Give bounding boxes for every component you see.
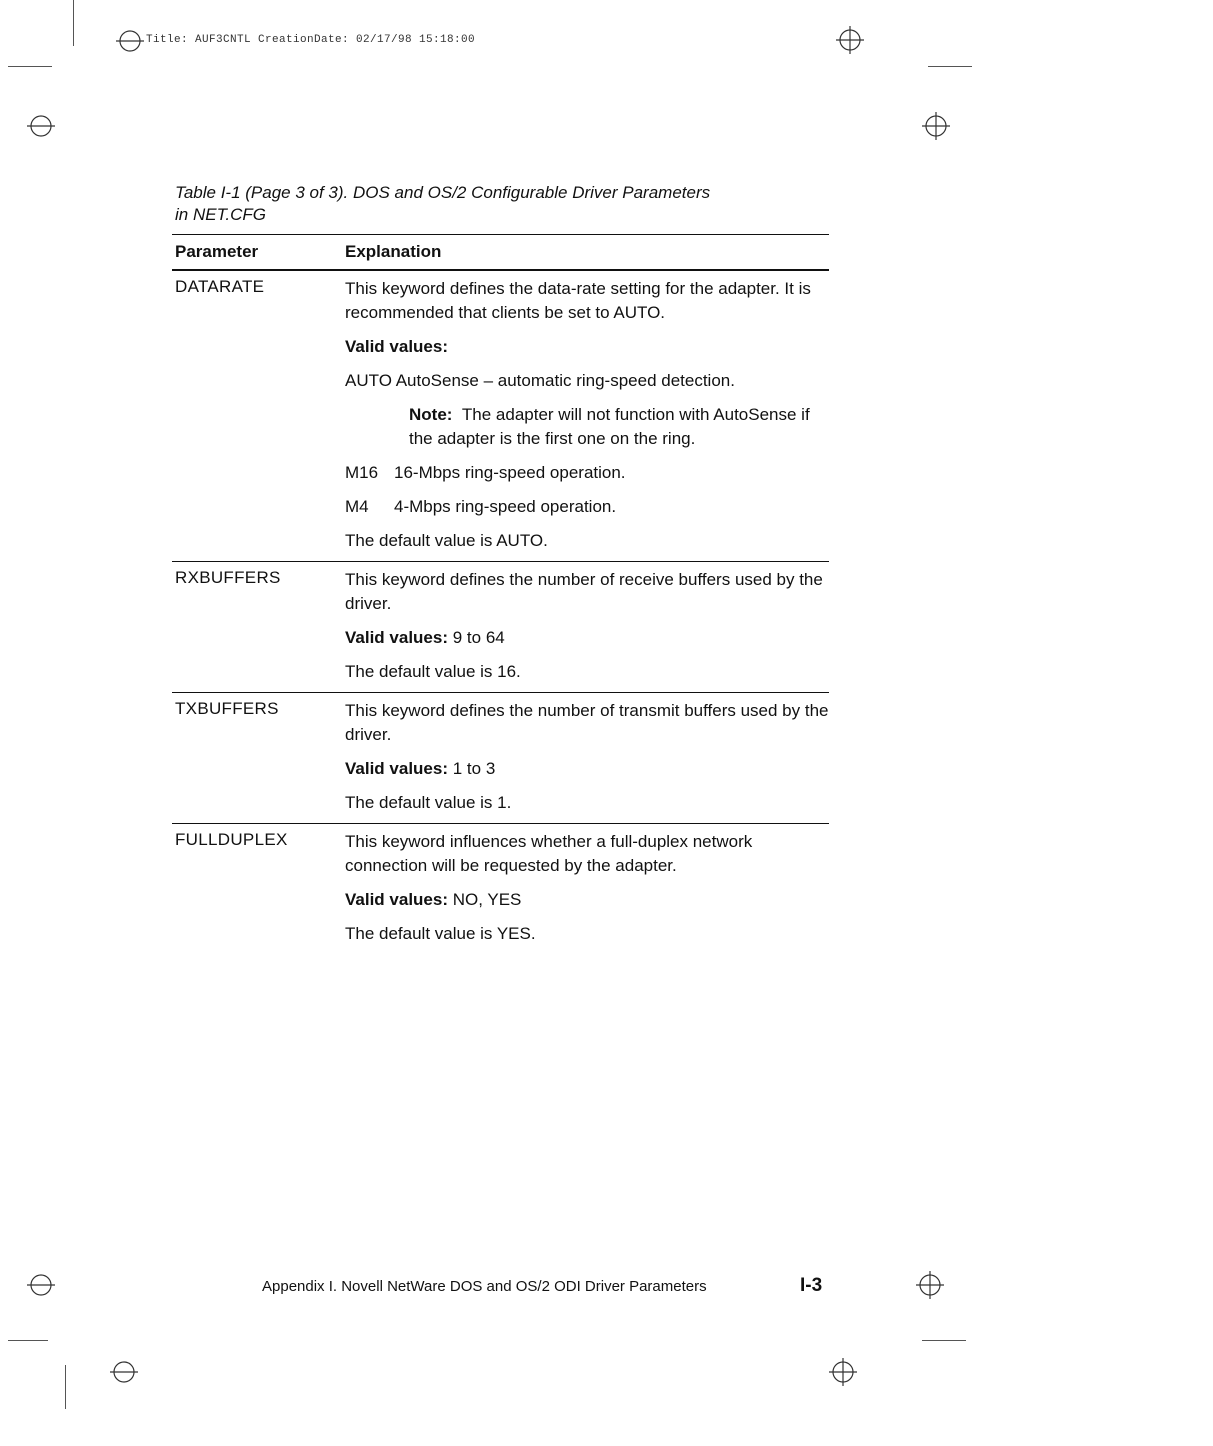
valid-values-line — [345, 757, 829, 781]
valid-values: NO, YES — [452, 890, 522, 909]
value-text: 16-Mbps ring-speed operation. — [394, 463, 626, 482]
value-code: M16 — [345, 463, 379, 482]
parameters-table — [172, 234, 829, 954]
param-description: This keyword influences whether a full-duplex network connection will be requested by the adapter. — [345, 832, 753, 875]
table-header-row — [172, 235, 829, 269]
default-value: The default value is 1. — [345, 793, 512, 812]
registration-mark-icon — [922, 112, 950, 140]
table-caption — [175, 182, 835, 226]
caption-line-2: in NET.CFG — [175, 205, 267, 224]
registration-mark-icon — [836, 26, 864, 54]
param-description: This keyword defines the number of receive buffers used by the driver. — [345, 570, 823, 613]
registration-mark-icon — [27, 1271, 55, 1299]
table-row-fullduplex — [172, 824, 829, 954]
value-code: M4 — [345, 497, 369, 516]
header-explanation: Explanation — [345, 242, 442, 261]
param-name: TXBUFFERS — [175, 699, 279, 718]
document-title-line: Title: AUF3CNTL CreationDate: 02/17/98 15:18:00 — [146, 34, 476, 46]
trim-line — [8, 1340, 48, 1341]
note-text: The adapter will not function with AutoSense if the adapter is the first one on the ring. — [409, 405, 810, 448]
table-row-datarate — [172, 271, 829, 561]
param-name: FULLDUPLEX — [175, 830, 288, 849]
trim-line — [928, 66, 972, 67]
param-name: DATARATE — [175, 277, 265, 296]
caption-line-1: Table I-1 (Page 3 of 3). DOS and OS/2 Configurable Driver Parameters — [175, 183, 711, 202]
valid-values-label: Valid values: — [345, 628, 448, 647]
table-row-rxbuffers — [172, 562, 829, 692]
valid-values-line — [345, 626, 829, 650]
param-explanation — [345, 699, 829, 823]
param-description: This keyword defines the data-rate setting for the adapter. It is recommended that clients be set to AUTO. — [345, 279, 811, 322]
trim-line — [65, 1365, 66, 1409]
registration-mark-icon — [829, 1358, 857, 1386]
valid-values-line — [345, 888, 829, 912]
registration-mark-icon — [916, 1271, 944, 1299]
valid-values: 9 to 64 — [452, 628, 505, 647]
registration-mark-icon — [110, 1358, 138, 1386]
note-label: Note: — [409, 405, 453, 424]
registration-mark-icon — [116, 27, 144, 55]
value-text: 4-Mbps ring-speed operation. — [394, 497, 617, 516]
note-block — [345, 403, 829, 451]
default-value: The default value is AUTO. — [345, 531, 548, 550]
param-name: RXBUFFERS — [175, 568, 281, 587]
trim-line — [922, 1340, 966, 1341]
header-parameter: Parameter — [175, 242, 259, 261]
valid-value-auto: AUTO AutoSense – automatic ring-speed detection. — [345, 371, 735, 390]
param-explanation — [345, 277, 829, 561]
page-footer: Appendix I. Novell NetWare DOS and OS/2 ODI Driver Parameters — [262, 1278, 707, 1295]
param-explanation — [345, 568, 829, 692]
trim-line — [73, 0, 74, 46]
valid-values-label: Valid values: — [345, 759, 448, 778]
valid-value-m16 — [345, 461, 829, 485]
valid-values-label: Valid values: — [345, 890, 448, 909]
default-value: The default value is 16. — [345, 662, 521, 681]
trim-line — [8, 66, 52, 67]
table-row-txbuffers — [172, 693, 829, 823]
param-explanation — [345, 830, 829, 954]
param-description: This keyword defines the number of transmit buffers used by the driver. — [345, 701, 829, 744]
valid-values-label: Valid values: — [345, 337, 448, 356]
valid-values: 1 to 3 — [452, 759, 496, 778]
page-number: I-3 — [800, 1275, 823, 1296]
default-value: The default value is YES. — [345, 924, 536, 943]
registration-mark-icon — [27, 112, 55, 140]
valid-value-m4 — [345, 495, 829, 519]
